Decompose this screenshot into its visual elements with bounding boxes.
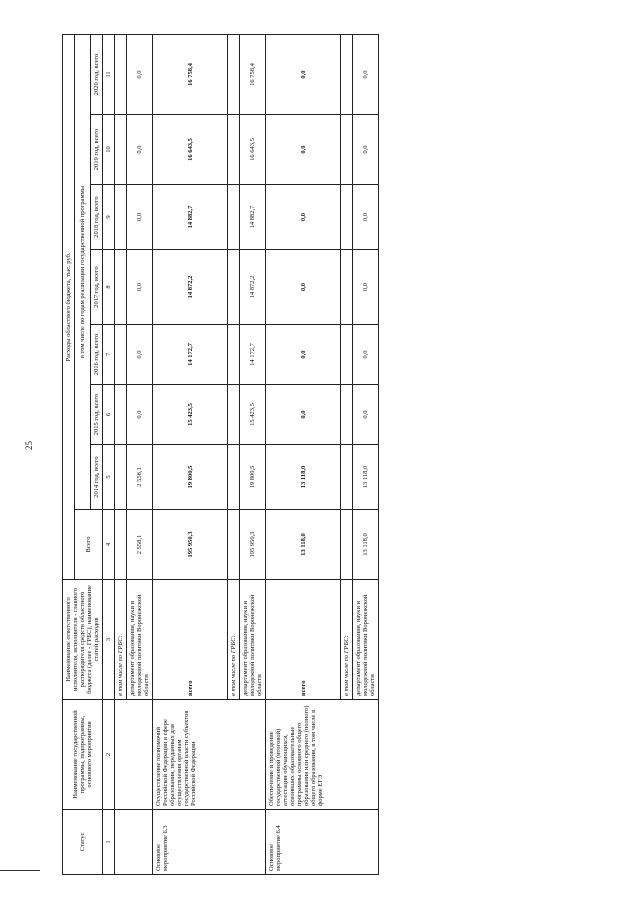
table-row (266, 35, 341, 875)
row-value: 14 872,2 (240, 250, 266, 325)
row-status (115, 810, 153, 875)
row-value (228, 445, 240, 510)
row-program-name (115, 700, 153, 810)
col-number: 1 (103, 810, 115, 875)
row-executor: департамент образования, науки и молодежной политики Воронежской области (240, 580, 266, 700)
row-value (115, 250, 127, 325)
row-value: 13 118,0 (353, 445, 379, 510)
row-value: 0,0 (266, 185, 341, 250)
table-row (153, 35, 228, 875)
header-program-name: Наименование государственной программы, подпрограммы, основного мероприятия (63, 700, 103, 810)
row-value: 19 800,5 (240, 445, 266, 510)
row-value: 0,0 (266, 35, 341, 115)
row-executor: в том числе по ГРБС: (115, 580, 127, 700)
header-year: 2017 год, всего (91, 250, 103, 325)
row-value: 16 758,4 (153, 35, 228, 115)
row-executor: департамент образования, науки и молодежной политики Воронежской области (127, 580, 153, 700)
row-value (341, 510, 353, 580)
row-value: 0,0 (127, 185, 153, 250)
row-value: 0,0 (127, 325, 153, 385)
col-number: 6 (103, 385, 115, 445)
row-value: 0,0 (353, 385, 379, 445)
row-value: 0,0 (266, 250, 341, 325)
row-value (341, 250, 353, 325)
row-value (228, 35, 240, 115)
row-executor: в том числе по ГРБС: (228, 580, 240, 700)
row-value: 16 643,5 (240, 115, 266, 185)
col-number: 7 (103, 325, 115, 385)
row-value (228, 510, 240, 580)
row-program-name: Осуществление полномочий Российской Федерации в сфере образования, переданных для осуществления органам государственной власти субъектов Российской Федерации (153, 700, 266, 810)
row-status: Основное мероприятие 6.3 (153, 810, 266, 875)
row-program-name: Обеспечение и проведение государственной (итоговой) аттестации обучающихся, освоивших образовательные программы основного общего образования или среднего (полного) общего образования, в том числе в форме ЕГЭ (266, 700, 379, 810)
row-value (115, 35, 127, 115)
row-value: 16 643,5 (153, 115, 228, 185)
row-value: 0,0 (353, 115, 379, 185)
row-value: 0,0 (266, 325, 341, 385)
header-row-1 (63, 35, 75, 875)
header-expenses: Расходы областного бюджета, тыс. руб. (63, 35, 75, 580)
row-executor: в том числе по ГРБС: (341, 580, 353, 700)
row-value (115, 445, 127, 510)
row-value (341, 115, 353, 185)
row-value: 14 882,7 (240, 185, 266, 250)
header-year: 2019 год, всего (91, 115, 103, 185)
header-executor: Наименование ответственного исполнителя, исполнителя - главного распорядителя средств областного бюджета (далее - ГРБС), наименование статей расходов (63, 580, 103, 700)
row-value: 19 800,5 (153, 445, 228, 510)
header-year: 2020 год, всего (91, 35, 103, 115)
row-value: 13 118,0 (266, 445, 341, 510)
row-value (228, 115, 240, 185)
budget-table-rotated (62, 35, 640, 875)
header-year: 2018 год, всего (91, 185, 103, 250)
row-value: 14 882,7 (153, 185, 228, 250)
row-value: 0,0 (127, 385, 153, 445)
row-value (115, 325, 127, 385)
row-value: 13 118,0 (266, 510, 341, 580)
row-value (115, 385, 127, 445)
row-value: 14 872,2 (153, 250, 228, 325)
col-number: 5 (103, 445, 115, 510)
page-number: 25 (24, 441, 34, 450)
row-executor: всего (266, 580, 341, 700)
row-value: 0,0 (353, 35, 379, 115)
header-year: 2015 год, всего (91, 385, 103, 445)
budget-table (62, 34, 379, 875)
col-number: 3 (103, 580, 115, 700)
row-value: 195 950,3 (153, 510, 228, 580)
row-value: 14 172,7 (153, 325, 228, 385)
row-value (341, 185, 353, 250)
row-value: 0,0 (353, 325, 379, 385)
row-value: 2 558,1 (127, 445, 153, 510)
row-value: 0,0 (353, 185, 379, 250)
row-value (228, 185, 240, 250)
row-value: 15 423,5 (240, 385, 266, 445)
row-value: 16 758,4 (240, 35, 266, 115)
row-value (341, 325, 353, 385)
header-year: 2014 год, всего (91, 445, 103, 510)
row-value: 0,0 (266, 385, 341, 445)
col-number: 10 (103, 115, 115, 185)
row-value (341, 35, 353, 115)
row-value (228, 385, 240, 445)
row-status: Основное мероприятие 6.4 (266, 810, 379, 875)
row-value: 0,0 (127, 115, 153, 185)
column-number-row (103, 35, 115, 875)
row-value (115, 115, 127, 185)
col-number: 4 (103, 510, 115, 580)
col-number: 8 (103, 250, 115, 325)
row-value: 0,0 (266, 115, 341, 185)
header-by-years: в том числе по годам реализации государственной программы (75, 35, 91, 510)
row-executor: всего (153, 580, 228, 700)
row-value: 14 172,7 (240, 325, 266, 385)
row-value: 2 558,1 (127, 510, 153, 580)
row-value: 0,0 (127, 250, 153, 325)
header-status: Статус (63, 810, 103, 875)
header-total: Всего (75, 510, 103, 580)
row-value: 0,0 (353, 250, 379, 325)
row-value (228, 325, 240, 385)
table-row (115, 35, 127, 875)
row-value: 0,0 (127, 35, 153, 115)
row-value: 195 950,3 (240, 510, 266, 580)
row-value (228, 250, 240, 325)
col-number: 11 (103, 35, 115, 115)
row-executor: департамент образования, науки и молодежной политики Воронежской области (353, 580, 379, 700)
col-number: 9 (103, 185, 115, 250)
row-value (341, 385, 353, 445)
col-number: 2 (103, 700, 115, 810)
row-value: 13 118,0 (353, 510, 379, 580)
row-value (341, 445, 353, 510)
footer-line (0, 870, 40, 871)
row-value: 15 423,5 (153, 385, 228, 445)
header-year: 2016 год, всего (91, 325, 103, 385)
row-value (115, 185, 127, 250)
row-value (115, 510, 127, 580)
